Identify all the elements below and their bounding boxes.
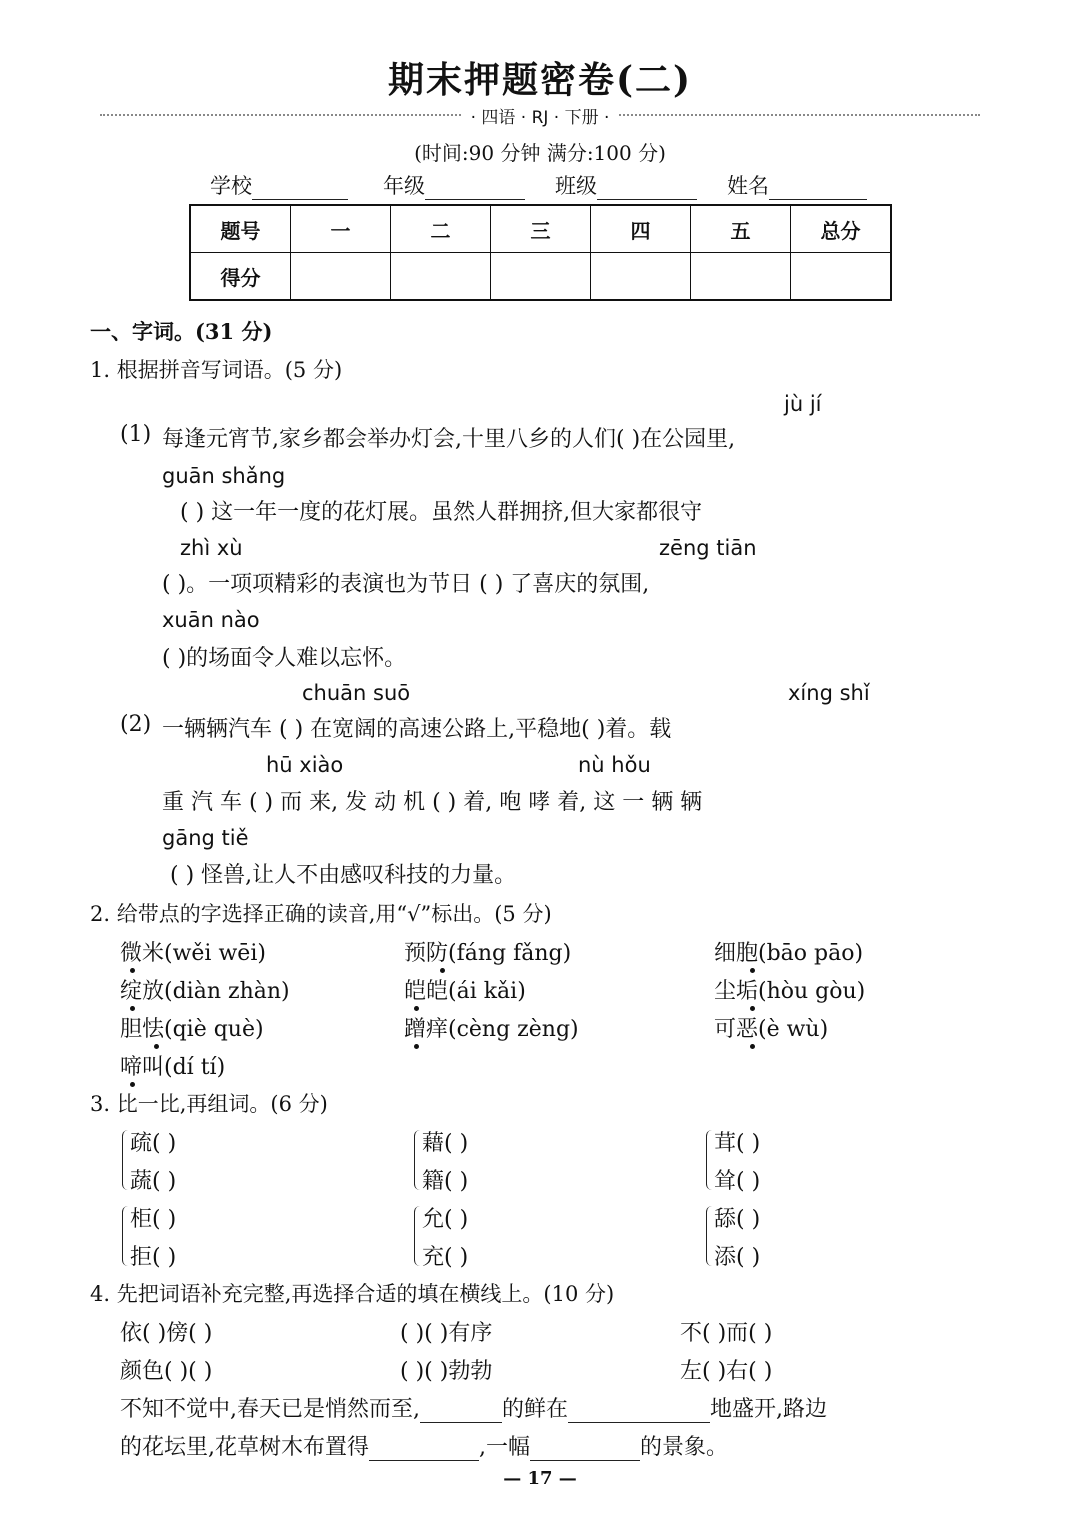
field-name: 姓名: [727, 170, 867, 200]
q1-p1-line3: ( )。一项项精彩的表演也为节日 ( ) 了喜庆的氛围,: [162, 572, 650, 597]
score-table-score-row: 得分: [190, 253, 891, 301]
score-table-header-row: 题号 一 二 三 四 五 总分: [190, 205, 891, 253]
exam-title: 期末押题密卷(二): [387, 59, 693, 101]
field-class: 班级: [555, 170, 697, 200]
pinyin: jù jí: [784, 392, 822, 416]
section-heading: 一、字词。(31 分): [90, 319, 273, 344]
q3-item: 疏( ): [130, 1131, 177, 1156]
q1-title: 1. 根据拼音写词语。(5 分): [90, 358, 343, 382]
pinyin: chuān suō: [302, 681, 411, 705]
q1-p1-line2: ( ) 这一年一度的花灯展。虽然人群拥挤,但大家都很守: [180, 500, 703, 525]
time-info: (时间:90 分钟 满分:100 分): [414, 141, 666, 165]
emphasis-dot: [130, 1006, 135, 1011]
q3-item: 柜( ): [130, 1207, 177, 1232]
q3-title: 3. 比一比,再组词。(6 分): [90, 1092, 328, 1116]
q2-item: 尘垢(hòu gòu): [714, 979, 866, 1004]
emphasis-dot: [414, 1044, 419, 1049]
q3-item: 拒( ): [130, 1245, 177, 1270]
q1-p1-line4: ( )的场面令人难以忘怀。: [162, 646, 407, 671]
q4-title: 4. 先把词语补充完整,再选择合适的填在横线上。(10 分): [90, 1282, 615, 1306]
emphasis-dot: [750, 968, 755, 973]
q2-title: 2. 给带点的字选择正确的读音,用“√”标出。(5 分): [90, 902, 552, 926]
score-cell[interactable]: [791, 253, 892, 301]
pinyin: guān shǎng: [162, 464, 286, 488]
emphasis-dot: [750, 1006, 755, 1011]
score-cell[interactable]: [491, 253, 591, 301]
brace: [122, 1130, 129, 1190]
brace: [122, 1206, 129, 1266]
score-table: [189, 204, 892, 301]
q3-item: 藉( ): [422, 1131, 469, 1156]
q2-item: 细胞(bāo pāo): [714, 941, 864, 966]
q4-sentence-line1: 不知不觉中,春天已是悄然而至, 的鲜在 地盛开,路边: [120, 1397, 828, 1422]
q1-p1-number: (1): [120, 422, 152, 447]
q2-item: 预防(fáng fǎng): [404, 941, 572, 966]
q3-item: 耸( ): [714, 1169, 761, 1194]
pinyin: zhì xù: [180, 536, 243, 560]
q1-p1-line1: 每逢元宵节,家乡都会举办灯会,十里八乡的人们( )在公园里,: [162, 427, 736, 452]
field-grade: 年级: [383, 170, 525, 200]
fill-blank[interactable]: [369, 1440, 479, 1461]
q3-item: 茸( ): [714, 1131, 761, 1156]
q4-item: 依( )傍( ): [120, 1321, 213, 1346]
q1-p2-number: (2): [120, 712, 152, 737]
q3-item: 舔( ): [714, 1207, 761, 1232]
fill-blank[interactable]: [530, 1440, 640, 1461]
brace: [706, 1130, 713, 1190]
emphasis-dot: [440, 968, 445, 973]
q2-item: 可恶(è wù): [714, 1017, 829, 1042]
q2-item: 胆怯(qiè què): [120, 1017, 264, 1042]
emphasis-dot: [414, 1006, 419, 1011]
q3-item: 充( ): [422, 1245, 469, 1270]
emphasis-dot: [130, 968, 135, 973]
q1-p2-line2: 重 汽 车 ( ) 而 来, 发 动 机 ( ) 着, 咆 哮 着, 这 一 辆 辆: [162, 790, 703, 815]
q4-item: 左( )右( ): [680, 1359, 773, 1384]
q2-item: 皑皑(ái kǎi): [404, 979, 526, 1004]
q2-item: 啼叫(dí tí): [120, 1055, 226, 1080]
pinyin: xuān nào: [162, 608, 260, 632]
q4-item: ( )( )有序: [400, 1321, 493, 1346]
brace: [414, 1206, 421, 1266]
emphasis-dot: [154, 1044, 159, 1049]
q4-sentence-line2: 的花坛里,花草树木布置得 ,一幅 的景象。: [120, 1435, 729, 1460]
emphasis-dot: [750, 1044, 755, 1049]
score-cell[interactable]: [391, 253, 491, 301]
pinyin: zēng tiān: [659, 536, 757, 560]
score-cell[interactable]: [691, 253, 791, 301]
fill-blank[interactable]: [420, 1402, 502, 1423]
pinyin: hū xiào: [266, 753, 344, 777]
pinyin: xíng shǐ: [788, 681, 870, 705]
emphasis-dot: [130, 1082, 135, 1087]
q1-p2-line3: ( ) 怪兽,让人不由感叹科技的力量。: [170, 863, 517, 888]
pinyin: gāng tiě: [162, 826, 249, 850]
fill-blank[interactable]: [568, 1402, 710, 1423]
q4-item: 颜色( )( ): [120, 1359, 213, 1384]
q4-item: 不( )而( ): [680, 1321, 773, 1346]
q2-item: 绽放(diàn zhàn): [120, 979, 290, 1004]
subtitle: · 四语 · RJ · 下册 ·: [0, 103, 1080, 128]
q3-item: 籍( ): [422, 1169, 469, 1194]
q2-item: 微米(wěi wēi): [120, 941, 266, 966]
score-cell[interactable]: [291, 253, 391, 301]
brace: [414, 1130, 421, 1190]
q3-item: 蔬( ): [130, 1169, 177, 1194]
page-number: — 17 —: [503, 1468, 577, 1489]
q2-item: 蹭痒(cèng zèng): [404, 1017, 579, 1042]
brace: [706, 1206, 713, 1266]
q3-item: 添( ): [714, 1245, 761, 1270]
field-school: 学校: [210, 170, 348, 200]
q1-p2-line1: 一辆辆汽车 ( ) 在宽阔的高速公路上,平稳地( )着。载: [162, 717, 672, 742]
q4-item: ( )( )勃勃: [400, 1359, 493, 1384]
pinyin: nù hǒu: [578, 753, 651, 777]
q3-item: 允( ): [422, 1207, 469, 1232]
score-cell[interactable]: [591, 253, 691, 301]
